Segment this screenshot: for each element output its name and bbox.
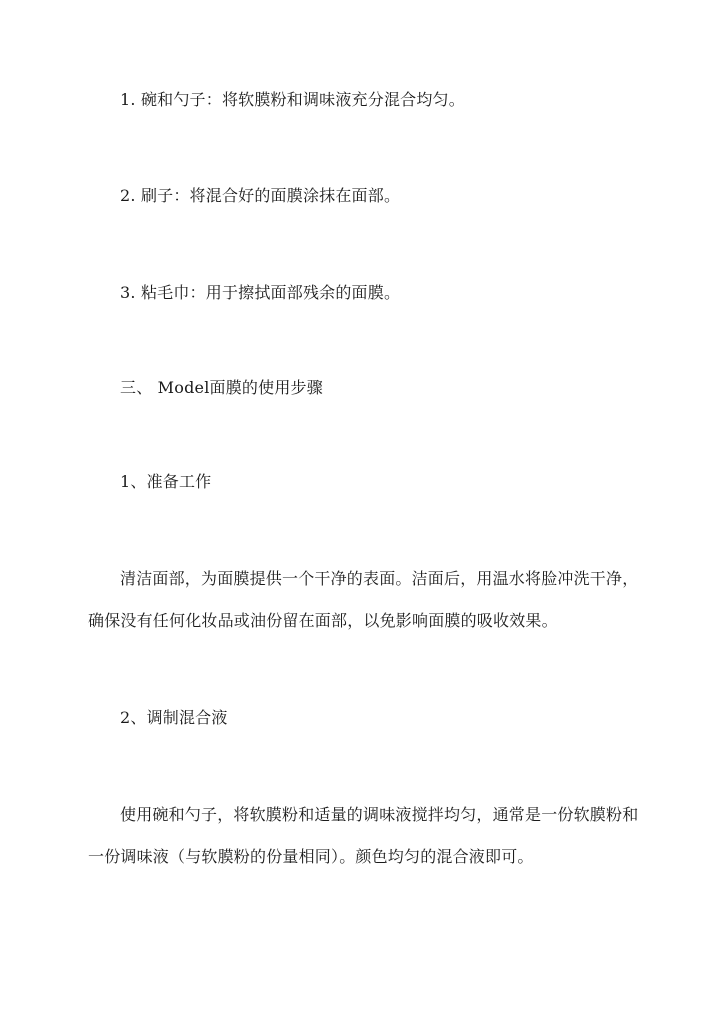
list-item-brush: 2. 刷子：将混合好的面膜涂抹在面部。 xyxy=(120,186,401,205)
list-item-towel: 3. 粘毛巾：用于擦拭面部残余的面膜。 xyxy=(120,283,401,302)
list-item-bowl-spoon: 1. 碗和勺子：将软膜粉和调味液充分混合均匀。 xyxy=(120,90,465,109)
section-heading: 三、 Model面膜的使用步骤 xyxy=(120,378,323,397)
step2-body: 使用碗和勺子，将软膜粉和适量的调味液搅拌均匀，通常是一份软膜粉和一份调味液（与软膜粉的份量相同）。颜色均匀的混合液即可。 xyxy=(88,805,639,866)
step1-heading: 1、准备工作 xyxy=(120,472,212,491)
step2-heading: 2、调制混合液 xyxy=(120,708,228,727)
step1-body: 清洁面部，为面膜提供一个干净的表面。洁面后，用温水将脸冲洗干净，确保没有任何化妆品或油份留在面部，以免影响面膜的吸收效果。 xyxy=(88,569,639,630)
